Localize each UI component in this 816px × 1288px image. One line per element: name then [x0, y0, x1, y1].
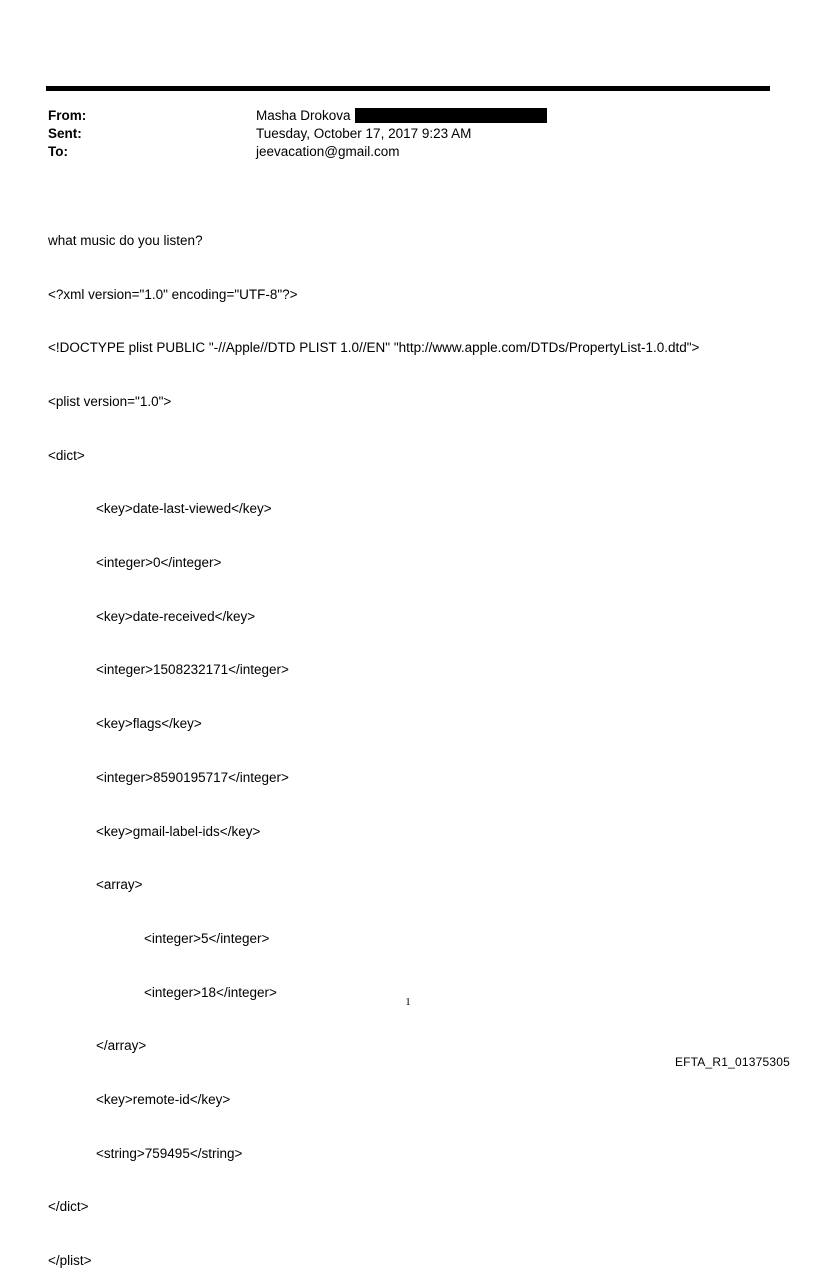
from-value-group [256, 107, 547, 125]
to-value: jeevacation@gmail.com [256, 144, 400, 159]
email-body [48, 196, 768, 1288]
body-line-message: what music do you listen? [48, 232, 203, 248]
bates-number: EFTA_R1_01375305 [674, 1055, 790, 1069]
body-line-integer-date-last-viewed: <integer>0</integer> [96, 555, 222, 571]
body-line-array-open: <array> [96, 877, 143, 893]
sent-label: Sent: [48, 126, 82, 141]
body-line-plist-close: </plist> [48, 1253, 92, 1269]
body-line-key-remote-id: <key>remote-id</key> [96, 1092, 231, 1108]
sent-value: Tuesday, October 17, 2017 9:23 AM [256, 126, 472, 141]
redaction-bar [355, 108, 547, 123]
to-row [48, 143, 768, 161]
body-line-doctype: <!DOCTYPE plist PUBLIC "-//Apple//DTD PLIST 1.0//EN" "http://www.apple.com/DTDs/PropertyList-1.0.dtd"> [48, 340, 700, 356]
body-line-string-remote-id: <string>759495</string> [96, 1145, 243, 1161]
body-line-key-gmail-label-ids: <key>gmail-label-ids</key> [96, 823, 261, 839]
to-label: To: [48, 144, 68, 159]
from-row [48, 107, 768, 125]
body-line-key-date-last-viewed: <key>date-last-viewed</key> [96, 501, 272, 517]
email-header [48, 107, 768, 161]
from-value: Masha Drokova [256, 108, 351, 123]
body-line-key-date-received: <key>date-received</key> [96, 608, 256, 624]
body-line-array-item-1: <integer>5</integer> [144, 930, 270, 946]
body-line-integer-flags: <integer>8590195717</integer> [96, 769, 289, 785]
body-line-array-item-2: <integer>18</integer> [144, 984, 277, 1000]
body-line-key-flags: <key>flags</key> [96, 716, 202, 732]
body-line-dict-open: <dict> [48, 447, 85, 463]
body-line-array-close: </array> [96, 1038, 147, 1054]
body-line-plist-open: <plist version="1.0"> [48, 393, 172, 409]
sent-row [48, 125, 768, 143]
page-number: 1 [405, 996, 411, 1008]
body-line-integer-date-received: <integer>1508232171</integer> [96, 662, 289, 678]
body-line-xml-declaration: <?xml version="1.0" encoding="UTF-8"?> [48, 286, 298, 302]
body-line-dict-close: </dict> [48, 1199, 89, 1215]
from-label: From: [48, 108, 87, 123]
header-divider [46, 86, 770, 91]
